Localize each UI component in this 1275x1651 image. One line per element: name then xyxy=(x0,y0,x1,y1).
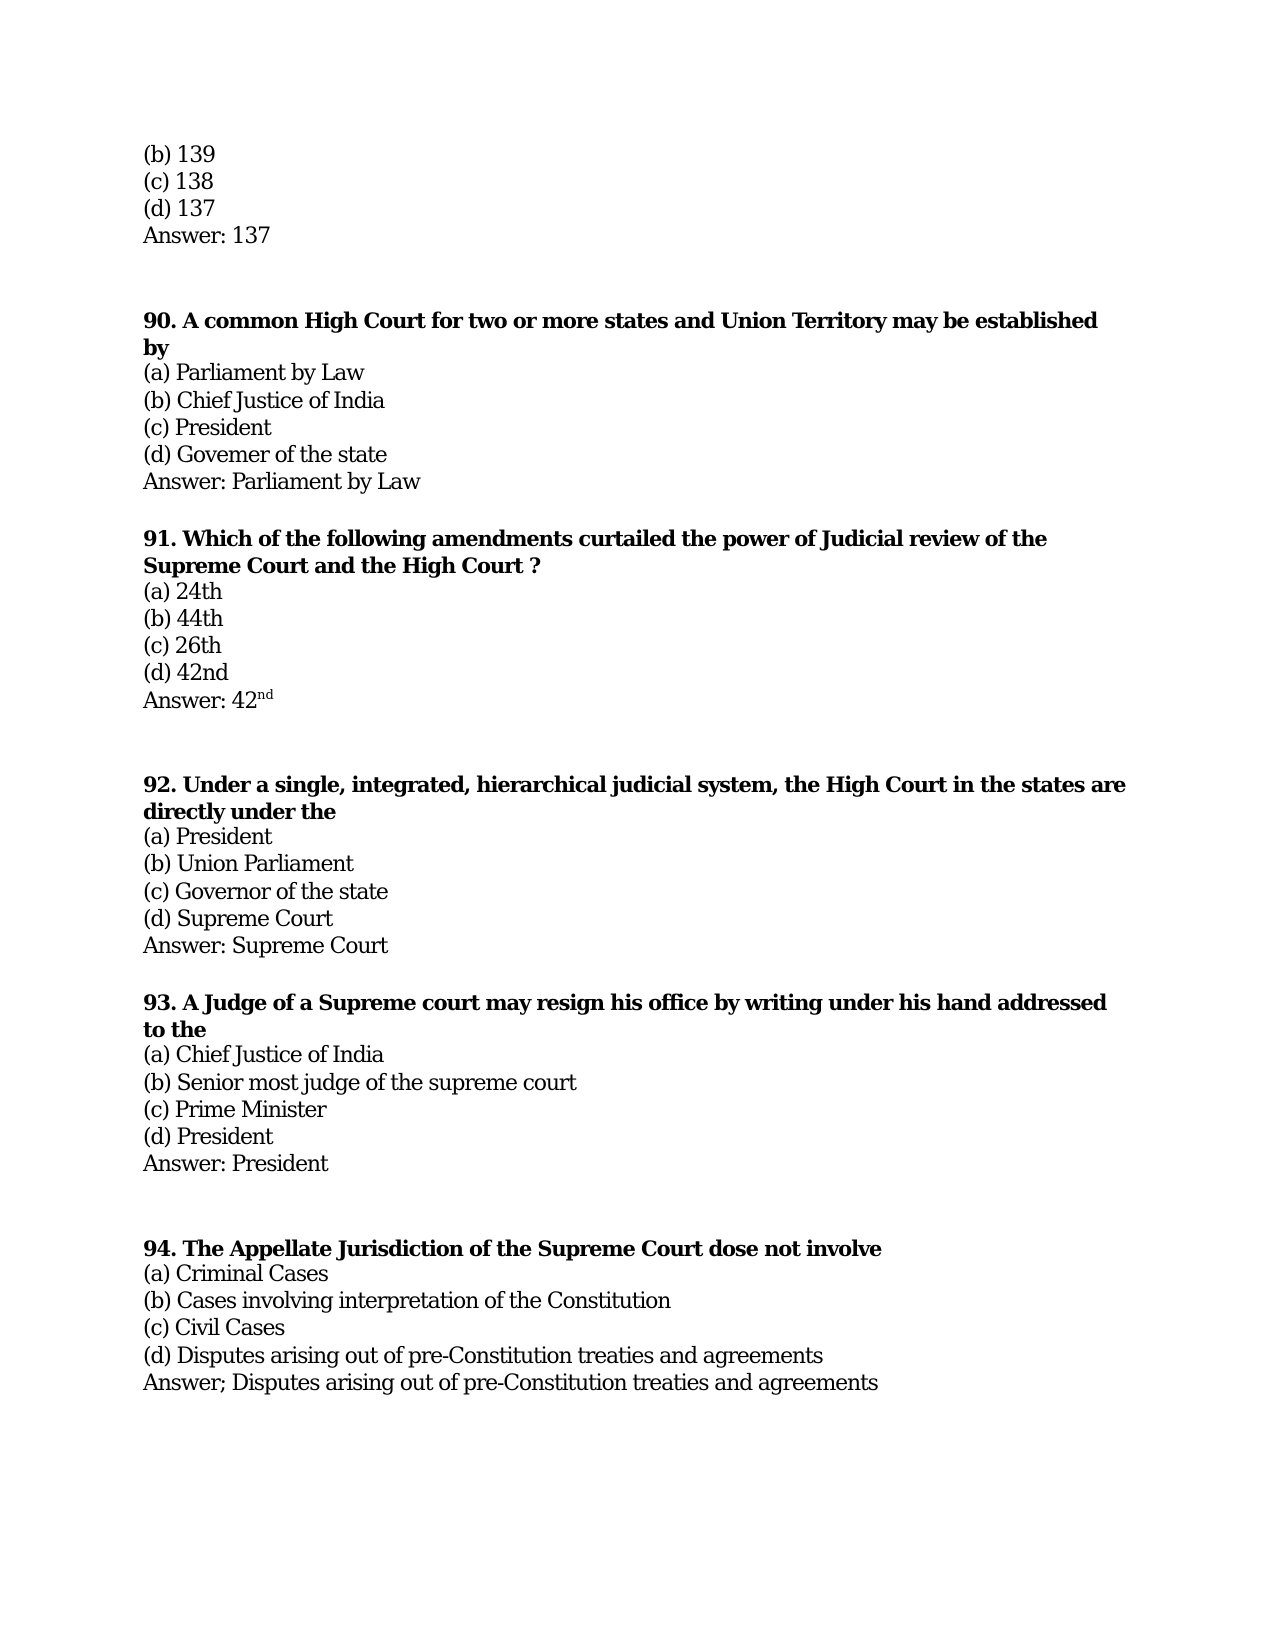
option-b: (b) 139 xyxy=(143,143,215,168)
answer: Answer: Parliament by Law xyxy=(143,470,420,495)
option-c: (c) 138 xyxy=(143,170,214,195)
option-d: (d) Supreme Court xyxy=(143,907,333,932)
option-a: (a) 24th xyxy=(143,580,222,605)
answer-text: Answer: 42 xyxy=(143,689,258,714)
question-text: 91. Which of the following amendments curtailed the power of Judicial review of the xyxy=(143,526,1047,551)
option-c: (c) Prime Minister xyxy=(143,1098,326,1123)
question-text: 93. A Judge of a Supreme court may resign his office by writing under his hand addressed xyxy=(143,990,1107,1015)
answer-superscript: nd xyxy=(257,688,274,703)
option-b: (b) Cases involving interpretation of the Constitution xyxy=(143,1289,671,1314)
answer: Answer: Supreme Court xyxy=(143,934,388,959)
option-c: (c) President xyxy=(143,416,271,441)
question-text-cont: to the xyxy=(143,1017,206,1042)
answer xyxy=(143,688,274,715)
question-text-cont: Supreme Court and the High Court ? xyxy=(143,553,541,578)
answer: Answer: 137 xyxy=(143,224,270,249)
option-c: (c) Governor of the state xyxy=(143,880,388,905)
question-text: 90. A common High Court for two or more states and Union Territory may be established xyxy=(143,308,1098,333)
question-text: 92. Under a single, integrated, hierarchical judicial system, the High Court in the states are xyxy=(143,772,1126,797)
option-c: (c) 26th xyxy=(143,634,221,659)
option-d: (d) President xyxy=(143,1125,273,1150)
option-d: (d) Govemer of the state xyxy=(143,443,387,468)
question-text-cont: by xyxy=(143,335,168,360)
option-d: (d) Disputes arising out of pre-Constitution treaties and agreements xyxy=(143,1344,823,1369)
option-a: (a) President xyxy=(143,825,272,850)
option-a: (a) Criminal Cases xyxy=(143,1262,328,1287)
question-text-cont: directly under the xyxy=(143,799,336,824)
answer: Answer: President xyxy=(143,1152,328,1177)
option-b: (b) Chief Justice of India xyxy=(143,389,385,414)
option-d: (d) 42nd xyxy=(143,661,228,686)
option-a: (a) Parliament by Law xyxy=(143,361,364,386)
option-a: (a) Chief Justice of India xyxy=(143,1043,384,1068)
option-b: (b) 44th xyxy=(143,607,223,632)
option-d: (d) 137 xyxy=(143,197,215,222)
question-text: 94. The Appellate Jurisdiction of the Supreme Court dose not involve xyxy=(143,1236,882,1261)
option-b: (b) Senior most judge of the supreme court xyxy=(143,1071,576,1096)
option-b: (b) Union Parliament xyxy=(143,852,353,877)
option-c: (c) Civil Cases xyxy=(143,1316,285,1341)
answer: Answer; Disputes arising out of pre-Constitution treaties and agreements xyxy=(143,1371,878,1396)
